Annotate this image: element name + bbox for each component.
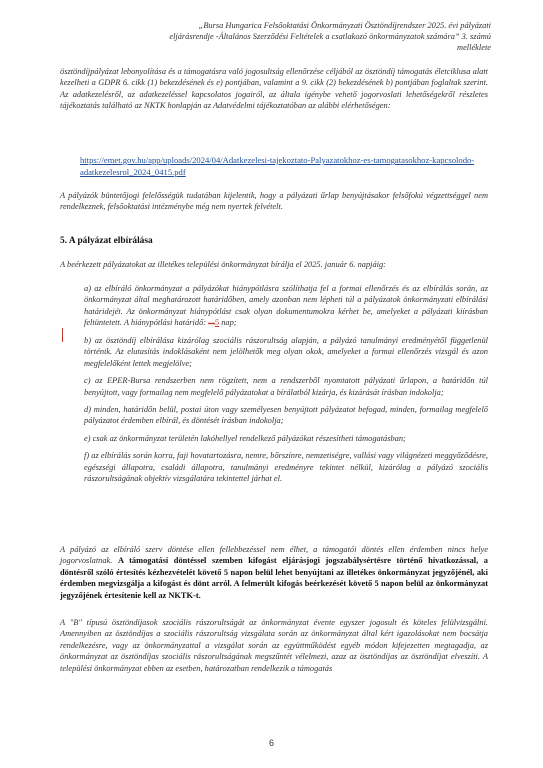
page-header [71,20,491,53]
criteria-list [84,283,488,490]
list-item-a: a) az elbíráló önkormányzat a pályázókat hiánypótlásra szólíthatja fel a formai ellenőrzés és az elbírálás során, az önkormányzat által meghatározott határidőben, amely azonban nem lépheti túl a pályázatok önkormányzati elbírálási határidejét. Az önkormányzat hiánypótlást csak olyan dokumentumokra kérhet be, amelyeket a pályázati kiírásban feltüntetett. A hiánypótlási határidő: nnn5 nap; [84,284,488,328]
appeal-bold-text: A támogatási döntéssel szemben kifogást eljárásjogi jogszabálysértésre történő hivatkozással, a döntésről szóló értesítés kézhezvételét követő 5 napon belül lehet benyújtani az illetékes önkormányzat jegyzőjénél, aki érdemben megvizsgálja a kifogást és dönt arról. A felmerült kifogás beérkezését követő 5 napon belül az önkormányzat jegyzőjének értesítenie kell az NKTK-t. [60,556,488,600]
header-line-3: melléklete [457,43,491,52]
list-item-d: d) minden, határidőn belül, postai úton vagy személyesen benyújtott pályázatot befogad, minden, formailag megfelelő pályázatot érdemben elbírál, és döntését írásban indokolja; [84,405,488,426]
appeal-italic-text: A pályázó az elbíráló szerv döntése ellen fellebbezéssel nem élhet, a támogatói döntés ellen érdemben nincs helye jogorvoslatnak. [60,545,488,566]
paragraph-intro: A beérkezett pályázatokat az illetékes települési önkormányzat bírálja el 2025. január 6. napjáig: [60,260,386,269]
header-line-1: „Bursa Hungarica Felsőoktatási Önkormányzati Ösztöndíjrendszer 2025. évi pályázati [198,21,491,30]
inserted-text: 5 [214,318,220,328]
list-item-b: b) az ösztöndíj elbírálása kizárólag szociális rászorultság alapján, a pályázó tanulmányi eredményétől függetlenül történik. Az elutasítás indoklásaként nem jelölhetők meg olyan okok, amelyeket a formai ellenőrzés vizsgál és azon megfelelőként lettek megjelölve; [84,336,488,368]
privacy-policy-link[interactable]: https://emet.gov.hu/app/uploads/2024/04/Adatkezelesi-tajekoztato-Palyazatokhoz-es-tamogatasokhoz-kapcsolodo-adatkezelesrol_2024_0415.pdf [80,155,475,177]
revision-margin-mark [62,328,63,342]
list-item-f: f) az elbírálás során korra, faji hovatartozásra, nemre, bőrszínre, nemzetiségre, vallási vagy világnézeti meggyőződésre, egészségi állapotra, családi állapotra, tanulmányi eredményre tekintet nélkül, kizárólag a pályázó szociális rászorultságának objektív vizsgálatára tekintettel járhat el. [84,451,488,484]
list-item-e: e) csak az önkormányzat területén lakóhellyel rendelkező pályázókat részesítheti támogatásban; [84,433,406,443]
section-title: 5. A pályázat elbírálása [60,236,153,246]
paragraph-data-protection: ösztöndíjpályázat lebonyolítása és a támogatásra való jogosultság ellenőrzése céljából az ösztöndíj támogatás életciklusa alatt kezelheti a GDPR 6. cikk (1) bekezdésének és e) pontjában, valamint a 9. cikk (2) bekezdésének b) pontjában foglaltak szerint. Az adatkezelésről, az adatkezeléssel kapcsolatos jogairól, az általa igénybe vehető jogorvoslati lehetőségekről részletes tájékoztatás található az NKTK honlapján az Adatvédelmi tájékoztatóban az alábbi elérhetőségen: [60,67,488,111]
page-number: 6 [268,738,274,748]
list-item-c: c) az EPER-Bursa rendszerben nem rögzített, nem a rendszerből nyomtatott pályázati űrlapon, a határidőn túl benyújtott, vagy formailag nem megfelelő pályázatokat a bírálatból kizárja, és kizárását írásban indokolja; [84,376,488,397]
paragraph-type-b: A "B" típusú ösztöndíjasok szociális rászorultságát az önkormányzat évente egyszer jogosult és köteles felülvizsgálni. Amennyiben az ösztöndíjas a szociális rászorultság vizsgálata során az önkormányzat által kért igazolásokat nem bocsátja rendelkezésre, vagy az önkormányzattal a vizsgálat során az együttműködést egyéb módon kifejezetten megtagadja, az önkormányzat az ösztöndíjas szociális rászorultságának megszűntét vélelmezi, azaz az ösztöndíjas az ösztöndíjat elveszíti. A települési önkormányzat ebben az esetben, határozatban rendelkezik a támogatás [60,618,488,673]
deleted-text: nnn [208,320,215,326]
paragraph-appeal [60,544,488,601]
paragraph-declaration: A pályázók büntetőjogi felelősségük tudatában kijelentik, hogy a pályázati űrlap benyújtásakor felsőfokú végzettséggel nem rendelkeznek, felsőoktatási intézménybe még nem nyertek felvételt. [60,191,488,212]
header-line-2: eljárásrendje -Általános Szerződési Feltételek a csatlakozó önkormányzatok számára” 3. számú [169,32,491,41]
